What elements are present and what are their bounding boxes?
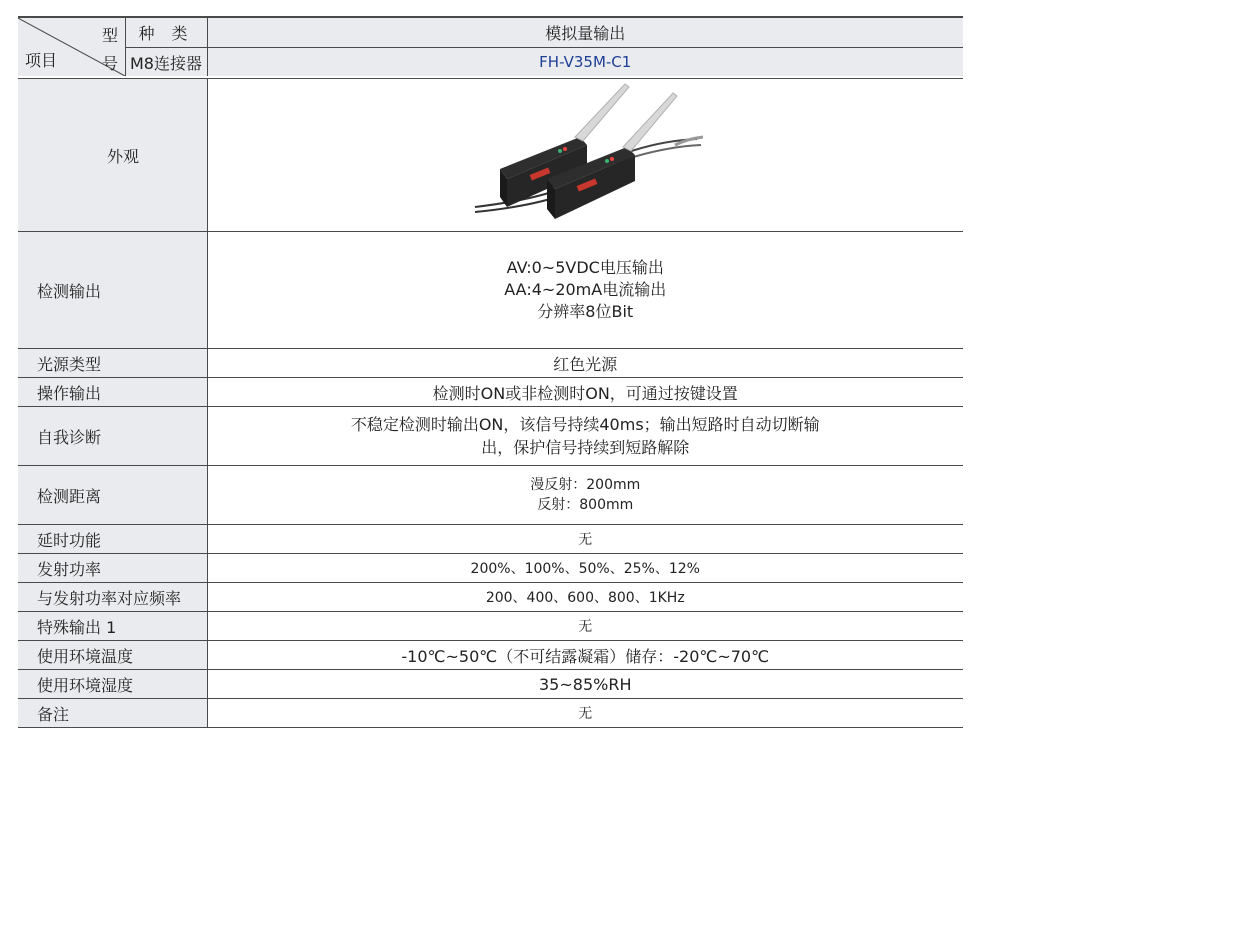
delay-function-label: 延时功能	[18, 525, 207, 554]
detect-distance-row	[18, 466, 963, 525]
operation-output-row	[18, 378, 963, 407]
power-frequency-value: 200、400、600、800、1KHz	[207, 583, 963, 612]
corner-item-label: 项目	[25, 51, 58, 70]
header-corner-cell	[18, 17, 125, 76]
power-frequency-label: 与发射功率对应频率	[18, 583, 207, 612]
kind-label: 种 类	[125, 17, 207, 48]
self-diagnosis-row	[18, 407, 963, 466]
connector-label: M8连接器	[125, 48, 207, 77]
detect-output-line: AA:4~20mA电流输出	[504, 280, 667, 299]
ambient-temp-value: -10℃~50℃（不可结露凝霜）储存：-20℃~70℃	[207, 641, 963, 670]
emit-power-row	[18, 554, 963, 583]
self-diagnosis-value	[207, 407, 963, 466]
detect-distance-label: 检测距离	[18, 466, 207, 525]
detect-output-label: 检测输出	[18, 232, 207, 349]
detect-output-row	[18, 232, 963, 349]
detect-output-value	[207, 232, 963, 349]
remarks-row	[18, 699, 963, 728]
ambient-humidity-value: 35~85%RH	[207, 670, 963, 699]
delay-function-row	[18, 525, 963, 554]
special-output-row	[18, 612, 963, 641]
appearance-label: 外观	[18, 79, 207, 232]
ambient-humidity-label: 使用环境湿度	[18, 670, 207, 699]
corner-type-label: 型	[102, 26, 119, 45]
operation-output-label: 操作输出	[18, 378, 207, 407]
emit-power-label: 发射功率	[18, 554, 207, 583]
ambient-temp-label: 使用环境温度	[18, 641, 207, 670]
self-diagnosis-line: 出，保护信号持续到短路解除	[481, 438, 690, 457]
detect-output-line: AV:0~5VDC电压输出	[506, 258, 664, 277]
appearance-row	[18, 79, 963, 232]
detect-distance-line: 反射：800mm	[537, 497, 634, 513]
special-output-value: 无	[207, 612, 963, 641]
detect-distance-line: 漫反射：200mm	[530, 477, 641, 493]
detect-output-line: 分辨率8位Bit	[537, 302, 634, 321]
spec-table	[18, 16, 963, 728]
appearance-image-cell	[207, 79, 963, 232]
delay-function-value: 无	[207, 525, 963, 554]
remarks-label: 备注	[18, 699, 207, 728]
product-photo	[465, 79, 705, 227]
corner-number-label: 号	[102, 54, 119, 73]
ambient-humidity-row	[18, 670, 963, 699]
detect-distance-value	[207, 466, 963, 525]
power-frequency-row	[18, 583, 963, 612]
remarks-value: 无	[207, 699, 963, 728]
special-output-label: 特殊输出 1	[18, 612, 207, 641]
model-value: FH-V35M-C1	[207, 48, 963, 77]
ambient-temp-row	[18, 641, 963, 670]
self-diagnosis-label: 自我诊断	[18, 407, 207, 466]
self-diagnosis-line: 不稳定检测时输出ON，该信号持续40ms；输出短路时自动切断输	[350, 415, 820, 434]
emit-power-value: 200%、100%、50%、25%、12%	[207, 554, 963, 583]
light-source-row	[18, 349, 963, 378]
category-value: 模拟量输出	[207, 17, 963, 48]
light-source-label: 光源类型	[18, 349, 207, 378]
light-source-value: 红色光源	[207, 349, 963, 378]
operation-output-value: 检测时ON或非检测时ON，可通过按键设置	[207, 378, 963, 407]
